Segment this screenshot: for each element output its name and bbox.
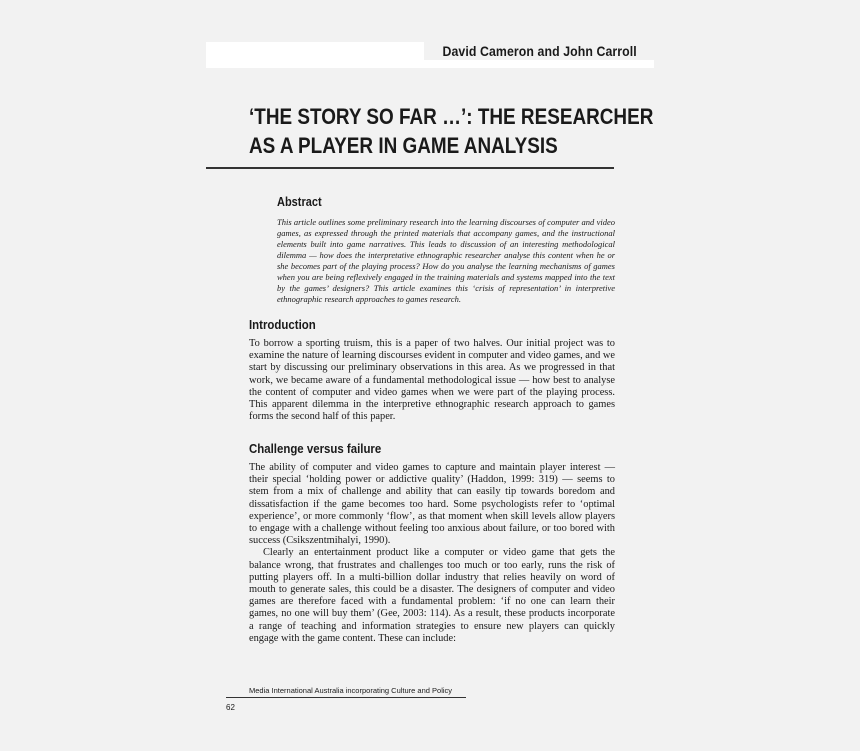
article-title — [249, 102, 654, 160]
journal-footer: Media International Australia incorporating Culture and Policy — [249, 686, 453, 695]
title-line-2: AS A PLAYER IN GAME ANALYSIS — [249, 133, 558, 158]
title-rule — [206, 167, 614, 169]
abstract-heading: Abstract — [277, 195, 322, 209]
header-band-right — [424, 60, 654, 68]
abstract-text: This article outlines some preliminary research into the learning discourses of computer and video games, as expressed through the printed materials that accompany games, and the instructional elements built into game narratives. This leads to discussion of an interesting methodological dilemma — how does the interpretative ethnographic researcher analyse this content when he or she becomes part of the playing process? How do you analyse the learning mechanisms of games when you are being reflexively engaged in the training materials and systems mapped into the text by the games’ designers? This article examines this ‘crisis of representation’ in interpretive ethnographic research approaches to games research. — [277, 217, 615, 304]
introduction-body — [249, 338, 615, 423]
page-number: 62 — [226, 703, 235, 712]
challenge-heading: Challenge versus failure — [249, 441, 382, 456]
introduction-paragraph: To borrow a sporting truism, this is a paper of two halves. Our initial project was to examine the nature of learning discourses evident in computer and video games, and we start by discussing our preliminary observations in this area. As we progressed in that work, we became aware of a fundamental methodological issue — how best to analyse the content of computer and video games when we were part of the playing process. This apparent dilemma in the interpretive ethnographic research approach to games forms the second half of this paper. — [249, 338, 615, 423]
challenge-paragraph-1: The ability of computer and video games to capture and maintain player interest — their special ‘holding power or addictive quality’ (Haddon, 1999: 319) — seems to stem from a mix of challenge and ability that can easily tip towards boredom and dissatisfaction if the game becomes too hard. Some psychologists refer to ‘optimal experience’, or more commonly ‘flow’, as that moment when skill levels allow players to engage with a challenge without feeling too anxious about failure, or too bored with success (Csikszentmihalyi, 1990). — [249, 462, 615, 547]
running-head: David Cameron and John Carroll — [442, 43, 637, 59]
challenge-body — [249, 462, 615, 645]
title-line-1: ‘THE STORY SO FAR …’: THE RESEARCHER — [249, 104, 654, 129]
challenge-paragraph-2: Clearly an entertainment product like a computer or video game that gets the balance wrong, that frustrates and challenges too much or too early, runs the risk of putting players off. In a multi-billion dollar industry that relies heavily on word of mouth to generate sales, this could be a disaster. The designers of computer and video games are therefore faced with a fundamental problem: ‘if no one can learn their games, no one will buy them’ (Gee, 2003: 114). As a result, these products incorporate a range of teaching and information strategies to ensure new players can quickly engage with the game content. These can include: — [249, 547, 615, 644]
introduction-heading: Introduction — [249, 317, 316, 332]
header-band-left — [206, 42, 424, 68]
footer-rule — [226, 697, 466, 698]
